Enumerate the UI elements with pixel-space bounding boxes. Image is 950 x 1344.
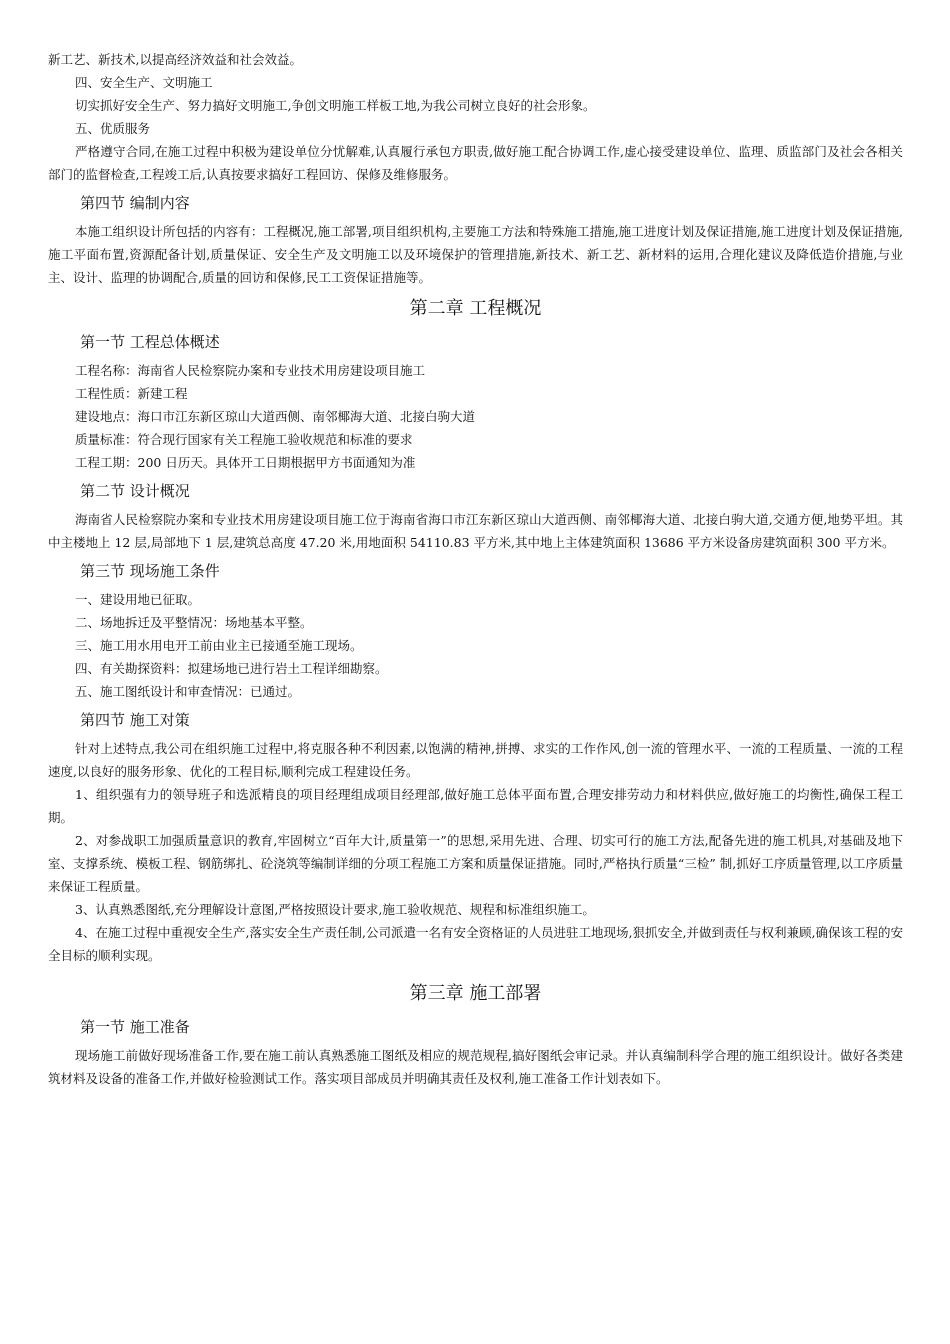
paragraph: 本施工组织设计所包括的内容有：工程概况,施工部署,项目组织机构,主要施工方法和特殊施工措施,施工进度计划及保证措施,施工进度计划及保证措施,施工平面布置,资源配备计划,质量保证、安全生产及文明施工以及环境保护的管理措施,新技术、新工艺、新材料的运用,合理化建议及降低造价措施,与业主、设计、监理的协调配合,质量的回访和保修,民工工资保证措施等。 — [48, 224, 903, 285]
paragraph: 现场施工前做好现场准备工作,要在施工前认真熟悉施工图纸及相应的规范规程,搞好图纸会审记录。并认真编制科学合理的施工组织设计。做好各类建筑材料及设备的准备工作,并做好检验测试工作。落实项目部成员并明确其责任及权利,施工准备工作计划表如下。 — [48, 1048, 903, 1086]
paragraph: 2、对参战职工加强质量意识的教育,牢固树立“百年大计,质量第一”的思想,采用先进、合理、切实可行的施工方法,配备先进的施工机具,对基础及地下室、支撑系统、模板工程、钢筋绑扎、砼浇筑等编制详细的分项工程施工方案和质量保证措施。同时,严格执行质量“三检” 制,抓好工序质量管理,以工序质量来保证工程质量。 — [48, 833, 903, 894]
list-item: 四、有关勘探资料：拟建场地已进行岩土工程详细勘察。 — [75, 661, 388, 676]
chapter-heading: 第三章 施工部署 — [409, 983, 542, 1004]
section-heading: 第一节 施工准备 — [80, 1018, 190, 1036]
chapter-heading: 第二章 工程概况 — [409, 298, 542, 319]
section-heading: 第三节 现场施工条件 — [80, 562, 220, 580]
list-heading: 五、优质服务 — [75, 121, 151, 136]
paragraph: 1、组织强有力的领导班子和选派精良的项目经理组成项目经理部,做好施工总体平面布置,合理安排劳动力和材料供应,做好施工的均衡性,确保工程工期。 — [48, 787, 903, 825]
list-item: 三、施工用水用电开工前由业主已接通至施工现场。 — [75, 638, 363, 653]
section-heading: 第一节 工程总体概述 — [80, 333, 220, 351]
list-item: 二、场地拆迁及平整情况：场地基本平整。 — [75, 615, 313, 630]
info-line: 工程性质：新建工程 — [75, 386, 188, 401]
document-page — [48, 48, 903, 1090]
section-heading: 第四节 施工对策 — [80, 711, 190, 729]
list-heading: 四、安全生产、文明施工 — [75, 75, 213, 90]
info-line: 建设地点：海口市江东新区琼山大道西侧、南邻椰海大道、北接白驹大道 — [75, 409, 476, 424]
paragraph: 严格遵守合同,在施工过程中积极为建设单位分忧解难,认真履行承包方职责,做好施工配合协调工作,虚心接受建设单位、监理、质监部门及社会各相关部门的监督检查,工程竣工后,认真按要求搞好工程回访、保修及维修服务。 — [48, 144, 903, 182]
paragraph: 海南省人民检察院办案和专业技术用房建设项目施工位于海南省海口市江东新区琼山大道西侧、南邻椰海大道、北接白驹大道,交通方便,地势平坦。其中主楼地上 12 层,局部地下 1 层,建筑总高度 47.20 米,用地面积 54110.83 平方米,其中地上主体建筑面积 13686 平方米设备房建筑面积 300 平方米。 — [48, 512, 903, 550]
section-heading: 第二节 设计概况 — [80, 482, 190, 500]
list-item: 一、建设用地已征取。 — [75, 592, 201, 607]
paragraph: 切实抓好安全生产、努力搞好文明施工,争创文明施工样板工地,为我公司树立良好的社会形象。 — [75, 98, 596, 113]
paragraph: 新工艺、新技术,以提高经济效益和社会效益。 — [48, 52, 302, 67]
paragraph: 4、在施工过程中重视安全生产,落实安全生产责任制,公司派遣一名有安全资格证的人员进驻工地现场,狠抓安全,并做到责任与权利兼顾,确保该工程的安全目标的顺利实现。 — [48, 925, 903, 963]
info-line: 工程工期：200 日历天。具体开工日期根据甲方书面通知为准 — [75, 455, 416, 470]
paragraph: 针对上述特点,我公司在组织施工过程中,将克服各种不利因素,以饱满的精神,拼搏、求实的工作作风,创一流的管理水平、一流的工程质量、一流的工程速度,以良好的服务形象、优化的工程目标,顺利完成工程建设任务。 — [48, 741, 903, 779]
list-item: 五、施工图纸设计和审查情况：已通过。 — [75, 684, 301, 699]
info-line: 质量标准：符合现行国家有关工程施工验收规范和标准的要求 — [75, 432, 413, 447]
section-heading: 第四节 编制内容 — [80, 194, 190, 212]
info-line: 工程名称：海南省人民检察院办案和专业技术用房建设项目施工 — [75, 363, 426, 378]
paragraph: 3、认真熟悉图纸,充分理解设计意图,严格按照设计要求,施工验收规范、规程和标准组织施工。 — [75, 902, 595, 917]
